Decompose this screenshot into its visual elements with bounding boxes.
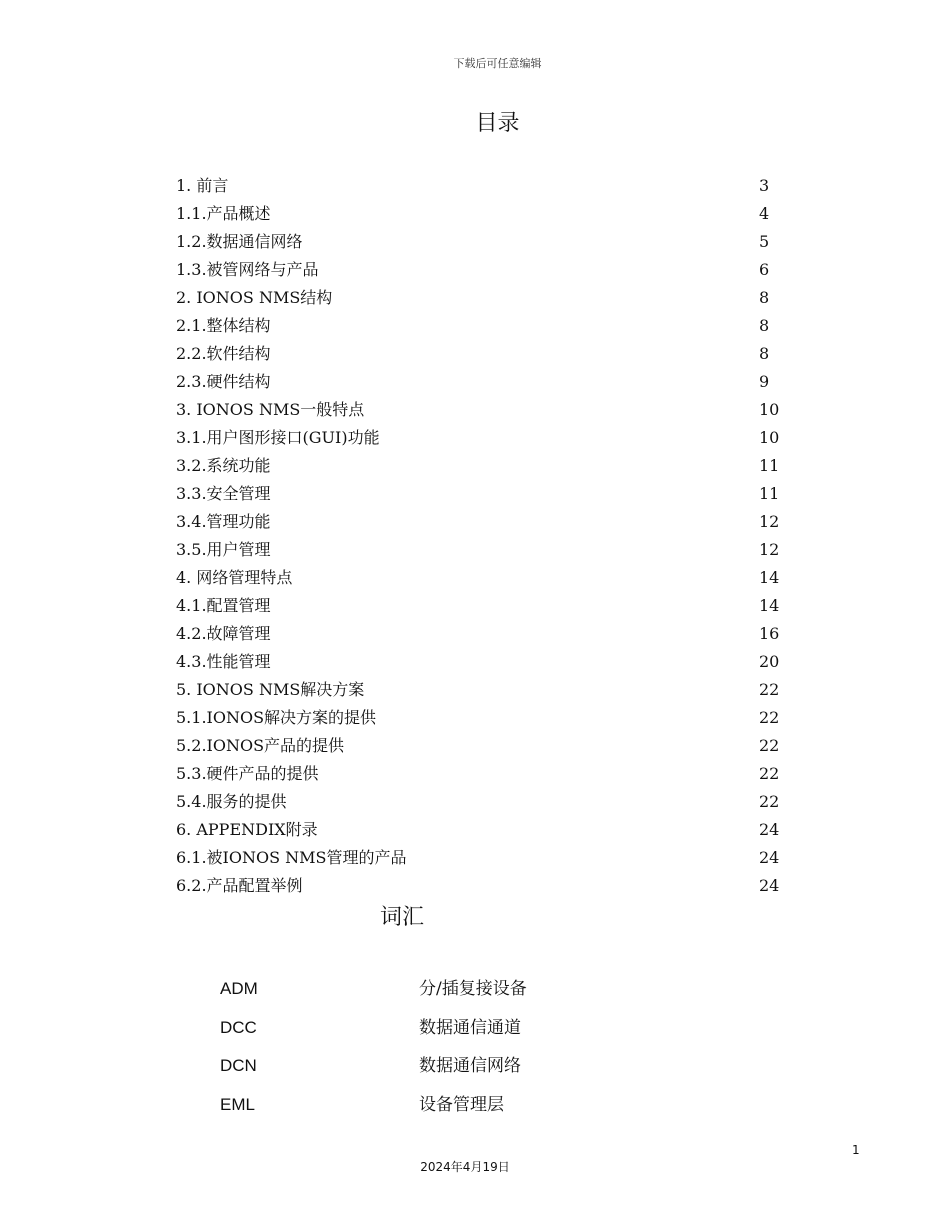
toc-entry-label: 2.3.硬件结构 xyxy=(176,372,271,391)
toc-entry-page: 12 xyxy=(759,512,780,531)
toc-entry-label: 2.1.整体结构 xyxy=(176,316,271,335)
toc-entry[interactable] xyxy=(176,564,780,592)
toc-entry-page: 22 xyxy=(759,708,780,727)
toc-entry-label: 5.3.硬件产品的提供 xyxy=(176,764,319,783)
toc-entry-label: 3.3.安全管理 xyxy=(176,484,271,503)
toc-entry-page: 4 xyxy=(759,204,770,223)
toc-entry-page: 8 xyxy=(759,316,770,335)
toc-entry[interactable] xyxy=(176,732,780,760)
toc-entry-page: 10 xyxy=(759,400,780,419)
toc-entry-page: 10 xyxy=(759,428,780,447)
glossary-term: DCN xyxy=(220,1056,257,1075)
toc-entry-page: 22 xyxy=(759,736,780,755)
toc-entry-page: 6 xyxy=(759,260,770,279)
toc-entry[interactable] xyxy=(176,256,776,284)
toc-entry[interactable] xyxy=(176,704,780,732)
glossary-row xyxy=(220,1012,720,1051)
header-note: 下载后可任意编辑 xyxy=(453,57,542,70)
glossary xyxy=(220,973,720,1127)
toc-entry[interactable] xyxy=(176,424,780,452)
toc-entry-page: 11 xyxy=(759,456,780,475)
toc-entry-page: 5 xyxy=(759,232,770,251)
toc-entry-label: 6. APPENDIX附录 xyxy=(176,820,318,839)
toc-entry-label: 3.5.用户管理 xyxy=(176,540,271,559)
glossary-definition: 设备管理层 xyxy=(419,1094,504,1115)
glossary-term: DCC xyxy=(220,1017,257,1037)
glossary-title: 词汇 xyxy=(380,905,425,930)
toc-title: 目录 xyxy=(475,111,520,136)
toc-entry-label: 1.1.产品概述 xyxy=(176,204,271,223)
toc-entry-label: 1. 前言 xyxy=(176,176,229,195)
footer-date: 2024年4月19日 xyxy=(420,1160,510,1174)
toc-entry-label: 5.4.服务的提供 xyxy=(176,792,287,811)
toc-entry-page: 14 xyxy=(759,568,780,587)
page-number: 1 xyxy=(852,1143,860,1157)
toc-entry[interactable] xyxy=(176,228,776,256)
toc-entry-page: 24 xyxy=(759,848,780,867)
toc-entry-label: 4.2.故障管理 xyxy=(176,624,271,643)
toc-entry-label: 3.2.系统功能 xyxy=(176,456,271,475)
toc-entry-page: 8 xyxy=(759,288,770,307)
toc-entry[interactable] xyxy=(176,480,780,508)
glossary-term: ADM xyxy=(220,979,258,998)
toc-entry[interactable] xyxy=(176,788,780,816)
toc-entry[interactable] xyxy=(176,760,780,788)
toc-entry-label: 1.2.数据通信网络 xyxy=(176,232,303,251)
toc-entry-label: 3.4.管理功能 xyxy=(176,512,271,531)
toc-entry-label: 6.1.被IONOS NMS管理的产品 xyxy=(176,848,407,867)
toc-entry[interactable] xyxy=(176,200,776,228)
toc-entry-label: 4. 网络管理特点 xyxy=(176,568,293,587)
toc-entry[interactable] xyxy=(176,872,780,900)
glossary-row xyxy=(220,973,720,1012)
toc-entry-page: 22 xyxy=(759,764,780,783)
toc-entry-label: 4.1.配置管理 xyxy=(176,596,271,615)
toc-entry-page: 24 xyxy=(759,820,780,839)
glossary-definition: 数据通信通道 xyxy=(419,1017,521,1038)
toc-entry[interactable] xyxy=(176,676,780,704)
toc-entry-label: 5.2.IONOS产品的提供 xyxy=(176,736,345,755)
toc-entry[interactable] xyxy=(176,452,780,480)
toc-entry[interactable] xyxy=(176,592,780,620)
toc-entry-label: 5. IONOS NMS解决方案 xyxy=(176,680,365,699)
toc-entry[interactable] xyxy=(176,312,776,340)
toc-entry-page: 8 xyxy=(759,344,770,363)
table-of-contents xyxy=(176,172,780,900)
toc-entry-page: 20 xyxy=(759,652,780,671)
toc-entry[interactable] xyxy=(176,396,780,424)
toc-entry-page: 3 xyxy=(759,176,770,195)
toc-entry-page: 22 xyxy=(759,680,780,699)
toc-entry[interactable] xyxy=(176,844,780,872)
glossary-row xyxy=(220,1050,720,1089)
toc-entry[interactable] xyxy=(176,172,776,200)
toc-entry-label: 2. IONOS NMS结构 xyxy=(176,288,333,307)
toc-entry-page: 16 xyxy=(759,624,780,643)
toc-entry-label: 5.1.IONOS解决方案的提供 xyxy=(176,708,377,727)
toc-entry-label: 2.2.软件结构 xyxy=(176,344,271,363)
toc-entry[interactable] xyxy=(176,340,776,368)
toc-entry[interactable] xyxy=(176,816,780,844)
toc-entry-label: 3. IONOS NMS一般特点 xyxy=(176,400,365,419)
glossary-definition: 数据通信网络 xyxy=(419,1056,521,1076)
glossary-definition: 分/插复接设备 xyxy=(419,979,527,999)
toc-entry[interactable] xyxy=(176,536,780,564)
toc-entry[interactable] xyxy=(176,284,776,312)
toc-entry-page: 12 xyxy=(759,540,780,559)
toc-entry-page: 24 xyxy=(759,876,780,895)
toc-entry[interactable] xyxy=(176,368,776,396)
toc-entry[interactable] xyxy=(176,620,780,648)
toc-entry-label: 1.3.被管网络与产品 xyxy=(176,260,319,279)
toc-entry[interactable] xyxy=(176,648,780,676)
toc-entry-page: 14 xyxy=(759,596,780,615)
toc-entry-page: 22 xyxy=(759,792,780,811)
toc-entry-label: 3.1.用户图形接口(GUI)功能 xyxy=(176,428,380,447)
toc-entry-page: 9 xyxy=(759,372,770,391)
toc-entry-page: 11 xyxy=(759,484,780,503)
toc-entry-label: 4.3.性能管理 xyxy=(176,652,271,671)
toc-entry[interactable] xyxy=(176,508,780,536)
glossary-row xyxy=(220,1089,720,1128)
glossary-term: EML xyxy=(220,1094,255,1114)
toc-entry-label: 6.2.产品配置举例 xyxy=(176,876,303,895)
